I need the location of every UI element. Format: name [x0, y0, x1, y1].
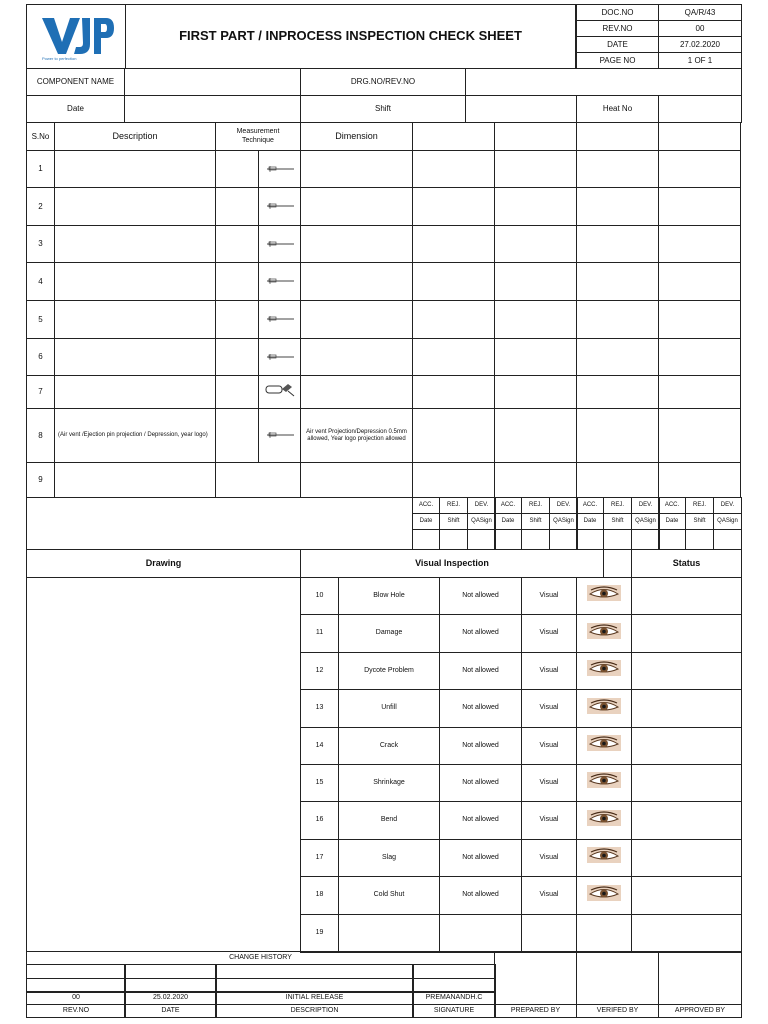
- meta-label: DATE: [576, 36, 659, 53]
- status-top-label: REJ.: [685, 497, 714, 514]
- status-entry[interactable]: [631, 876, 742, 915]
- caliper-icon: [265, 160, 295, 178]
- tool-cell: [258, 408, 301, 463]
- page-title: FIRST PART / INPROCESS INSPECTION CHECK SHEET: [125, 4, 576, 69]
- measurement-cell[interactable]: [412, 225, 495, 263]
- eye-icon: [587, 847, 621, 868]
- measurement-cell[interactable]: [576, 300, 659, 339]
- status-entry[interactable]: [576, 529, 604, 550]
- defect-criteria: Not allowed: [439, 727, 522, 765]
- dimension-cell[interactable]: [300, 300, 413, 339]
- sno-cell: 7: [26, 375, 55, 409]
- status-entry[interactable]: [467, 529, 496, 550]
- technique-spacer: [215, 338, 259, 376]
- defect-method: Visual: [521, 689, 577, 728]
- defect-method: Visual: [521, 876, 577, 915]
- defect-number: 17: [300, 839, 339, 877]
- measurement-cell[interactable]: [412, 187, 495, 226]
- status-entry[interactable]: [631, 914, 742, 953]
- measurement-cell[interactable]: [658, 225, 741, 263]
- measurement-cell[interactable]: [576, 408, 659, 463]
- measurement-cell[interactable]: [576, 150, 659, 188]
- measurement-cell[interactable]: [576, 187, 659, 226]
- status-entry[interactable]: [603, 529, 632, 550]
- description-cell[interactable]: (Air vent /Ejection pin projection / Depression, year logo): [54, 408, 216, 463]
- history-label-rev: REV.NO: [26, 1004, 126, 1018]
- meta-label: PAGE NO: [576, 52, 659, 69]
- history-blank-cell[interactable]: [26, 964, 126, 979]
- measurement-cell[interactable]: [494, 338, 577, 376]
- measurement-cell[interactable]: [494, 300, 577, 339]
- eye-cell: [576, 614, 632, 653]
- tool-cell: [258, 375, 301, 409]
- visual-inspection-header: Visual Inspection: [300, 549, 604, 578]
- status-entry[interactable]: [713, 529, 742, 550]
- status-bottom-label: Date: [658, 513, 686, 530]
- history-blank-cell[interactable]: [412, 964, 496, 979]
- meta-label: REV.NO: [576, 20, 659, 37]
- history-entry-signature: PREMANANDH.C: [412, 991, 496, 1005]
- defect-method: Visual: [521, 652, 577, 690]
- eye-cell: [576, 727, 632, 765]
- status-top-label: REJ.: [521, 497, 550, 514]
- dimension-cell[interactable]: [300, 462, 413, 498]
- dimension-cell[interactable]: [300, 262, 413, 301]
- history-blank-cell[interactable]: [124, 964, 217, 979]
- defect-method: Visual: [521, 801, 577, 840]
- status-top-label: ACC.: [576, 497, 604, 514]
- sno-cell: 1: [26, 150, 55, 188]
- measurement-cell[interactable]: [658, 462, 741, 498]
- status-bottom-label: Shift: [521, 513, 550, 530]
- defect-method: Visual: [521, 614, 577, 653]
- eye-cell: [576, 839, 632, 877]
- defect-name: Cold Shut: [338, 876, 440, 915]
- status-top-label: ACC.: [658, 497, 686, 514]
- technique-spacer: [215, 375, 259, 409]
- vjp-logo-icon: [36, 12, 116, 62]
- measurement-cell[interactable]: [576, 462, 659, 498]
- eye-icon: [587, 772, 621, 793]
- defect-name: Blow Hole: [338, 577, 440, 615]
- defect-criteria: Not allowed: [439, 764, 522, 802]
- status-entry[interactable]: [631, 577, 742, 615]
- tool-cell: [258, 262, 301, 301]
- technique-spacer: [215, 408, 259, 463]
- defect-name: Crack: [338, 727, 440, 765]
- prepared-by-label: PREPARED BY: [494, 1004, 577, 1018]
- shift-field[interactable]: [465, 95, 577, 123]
- measurement-cell[interactable]: [412, 300, 495, 339]
- verified-sign-area[interactable]: [576, 951, 659, 1005]
- eye-icon: [587, 885, 621, 906]
- change-history-title: CHANGE HISTORY: [26, 951, 495, 965]
- status-entry[interactable]: [631, 652, 742, 690]
- drawing-header: Drawing: [26, 549, 301, 578]
- status-entry[interactable]: [494, 529, 522, 550]
- status-entry[interactable]: [631, 839, 742, 877]
- heat-no-label: Heat No: [576, 95, 659, 123]
- history-label-description: DESCRIPTION: [215, 1004, 414, 1018]
- eye-cell: [576, 689, 632, 728]
- technique-spacer: [215, 150, 259, 188]
- dimension-cell[interactable]: [300, 150, 413, 188]
- dimension-header: Dimension: [300, 122, 413, 151]
- defect-criteria: Not allowed: [439, 801, 522, 840]
- eye-cell: [576, 801, 632, 840]
- description-cell[interactable]: [54, 338, 216, 376]
- measurement-cell[interactable]: [494, 150, 577, 188]
- meta-label: DOC.NO: [576, 4, 659, 21]
- measurement-cell[interactable]: [576, 338, 659, 376]
- measurement-cell[interactable]: [412, 150, 495, 188]
- svg-text:Power to perfection: Power to perfection: [42, 55, 77, 61]
- technique-spacer: [215, 187, 259, 226]
- status-entry[interactable]: [549, 529, 578, 550]
- dimension-cell[interactable]: Air vent Projection/Depression 0.5mm allowed, Year logo projection allowed: [300, 408, 413, 463]
- eye-icon: [587, 810, 621, 831]
- status-bottom-label: QASign: [713, 513, 742, 530]
- status-spacer: [603, 549, 632, 578]
- defect-method: [521, 914, 577, 953]
- status-top-label: ACC.: [494, 497, 522, 514]
- defect-criteria: Not allowed: [439, 689, 522, 728]
- status-bottom-label: Shift: [603, 513, 632, 530]
- measurement-cell[interactable]: [412, 338, 495, 376]
- eye-icon: [587, 585, 621, 606]
- defect-name: Dycote Problem: [338, 652, 440, 690]
- eye-icon: [587, 735, 621, 756]
- status-entry[interactable]: [412, 529, 440, 550]
- status-bottom-label: Shift: [439, 513, 468, 530]
- dimension-cell[interactable]: [300, 338, 413, 376]
- status-bottom-label: Date: [412, 513, 440, 530]
- defect-criteria: Not allowed: [439, 652, 522, 690]
- tool-cell: [258, 225, 301, 263]
- measurement-cell[interactable]: [494, 225, 577, 263]
- measurement-cell[interactable]: [412, 375, 495, 409]
- eye-cell: [576, 764, 632, 802]
- measurement-cell[interactable]: [412, 462, 495, 498]
- description-cell[interactable]: [54, 225, 216, 263]
- description-header: Description: [54, 122, 216, 151]
- measurement-cell[interactable]: [494, 262, 577, 301]
- description-cell[interactable]: [54, 262, 216, 301]
- measurement-cell[interactable]: [494, 408, 577, 463]
- heat-no-field[interactable]: [658, 95, 742, 123]
- description-cell[interactable]: [54, 375, 216, 409]
- status-bottom-label: Date: [576, 513, 604, 530]
- status-entry[interactable]: [631, 764, 742, 802]
- eye-cell: [576, 652, 632, 690]
- prepared-sign-area[interactable]: [494, 951, 577, 1005]
- measurement-cell[interactable]: [658, 408, 741, 463]
- history-entry-date: 25.02.2020: [124, 991, 217, 1005]
- sno-cell: 5: [26, 300, 55, 339]
- description-cell[interactable]: [54, 187, 216, 226]
- measurement-cell[interactable]: [658, 338, 741, 376]
- defect-method: Visual: [521, 727, 577, 765]
- status-top-label: DEV.: [467, 497, 496, 514]
- defect-name: Unfill: [338, 689, 440, 728]
- measurement-cell[interactable]: [658, 300, 741, 339]
- sno-cell: 8: [26, 408, 55, 463]
- history-label-date: DATE: [124, 1004, 217, 1018]
- status-entry[interactable]: [685, 529, 714, 550]
- technique-spacer: [215, 225, 259, 263]
- status-entry[interactable]: [631, 689, 742, 728]
- meta-value: QA/R/43: [658, 4, 742, 21]
- status-top-label: DEV.: [549, 497, 578, 514]
- data-column-header: [494, 122, 577, 151]
- tool-cell: [258, 300, 301, 339]
- dimension-cell[interactable]: [300, 225, 413, 263]
- measurement-cell[interactable]: [658, 150, 741, 188]
- caliper-icon: [265, 348, 295, 366]
- history-label-signature: SIGNATURE: [412, 1004, 496, 1018]
- date-label: Date: [26, 95, 125, 123]
- status-entry[interactable]: [658, 529, 686, 550]
- defect-number: 14: [300, 727, 339, 765]
- data-column-header: [576, 122, 659, 151]
- status-bottom-label: QASign: [467, 513, 496, 530]
- history-blank-cell[interactable]: [215, 964, 414, 979]
- caliper-icon: [265, 426, 295, 444]
- technique-cell: [215, 462, 301, 498]
- status-bottom-label: QASign: [549, 513, 578, 530]
- defect-name: Bend: [338, 801, 440, 840]
- defect-criteria: [439, 914, 522, 953]
- measurement-cell[interactable]: [658, 262, 741, 301]
- measurement-cell[interactable]: [412, 408, 495, 463]
- tool-cell: [258, 150, 301, 188]
- caliper-icon: [265, 272, 295, 290]
- drg-no-label: DRG.NO/REV.NO: [300, 68, 466, 96]
- sno-cell: 2: [26, 187, 55, 226]
- eye-cell: [576, 577, 632, 615]
- status-blank: [26, 497, 413, 550]
- approved-sign-area[interactable]: [658, 951, 742, 1005]
- date-field[interactable]: [124, 95, 301, 123]
- status-top-label: REJ.: [439, 497, 468, 514]
- defect-criteria: Not allowed: [439, 577, 522, 615]
- technique-spacer: [215, 300, 259, 339]
- defect-criteria: Not allowed: [439, 839, 522, 877]
- tool-cell: [258, 338, 301, 376]
- caliper-icon: [265, 235, 295, 253]
- status-entry[interactable]: [631, 529, 660, 550]
- defect-criteria: Not allowed: [439, 876, 522, 915]
- status-entry[interactable]: [631, 614, 742, 653]
- meta-value: 27.02.2020: [658, 36, 742, 53]
- defect-number: 13: [300, 689, 339, 728]
- defect-method: Visual: [521, 839, 577, 877]
- eye-icon: [587, 623, 621, 644]
- defect-number: 15: [300, 764, 339, 802]
- tool-cell: [258, 187, 301, 226]
- caliper-icon: [265, 197, 295, 215]
- drawing-area[interactable]: [26, 577, 301, 952]
- sno-cell: 9: [26, 462, 55, 498]
- defect-number: 19: [300, 914, 339, 953]
- status-top-label: ACC.: [412, 497, 440, 514]
- measurement-cell[interactable]: [412, 262, 495, 301]
- meta-value: 00: [658, 20, 742, 37]
- defect-name: Slag: [338, 839, 440, 877]
- dimension-cell[interactable]: [300, 375, 413, 409]
- measurement-cell[interactable]: [494, 187, 577, 226]
- component-name-label: COMPONENT NAME: [26, 68, 125, 96]
- defect-number: 16: [300, 801, 339, 840]
- history-entry-rev: 00: [26, 991, 126, 1005]
- defect-criteria: Not allowed: [439, 614, 522, 653]
- sno-cell: 3: [26, 225, 55, 263]
- eye-icon: [587, 698, 621, 719]
- status-entry[interactable]: [631, 801, 742, 840]
- caliper-icon: [265, 310, 295, 328]
- status-header: Status: [631, 549, 742, 578]
- dimension-cell[interactable]: [300, 187, 413, 226]
- component-name-field[interactable]: [124, 68, 301, 96]
- meta-value: 1 OF 1: [658, 52, 742, 69]
- status-entry[interactable]: [631, 727, 742, 765]
- defect-method: Visual: [521, 764, 577, 802]
- approved-by-label: APPROVED BY: [658, 1004, 742, 1018]
- measurement-cell[interactable]: [576, 225, 659, 263]
- status-top-label: DEV.: [713, 497, 742, 514]
- status-bottom-label: Date: [494, 513, 522, 530]
- defect-name: Shrinkage: [338, 764, 440, 802]
- technique-spacer: [215, 262, 259, 301]
- history-entry-description: INITIAL RELEASE: [215, 991, 414, 1005]
- eye-icon: [587, 660, 621, 681]
- shift-label: Shift: [300, 95, 466, 123]
- status-top-label: DEV.: [631, 497, 660, 514]
- defect-number: 11: [300, 614, 339, 653]
- data-column-header: [412, 122, 495, 151]
- status-bottom-label: Shift: [685, 513, 714, 530]
- status-entry[interactable]: [521, 529, 550, 550]
- drg-no-field[interactable]: [465, 68, 742, 96]
- description-cell[interactable]: [54, 462, 216, 498]
- defect-method: Visual: [521, 577, 577, 615]
- sno-cell: 6: [26, 338, 55, 376]
- defect-number: 12: [300, 652, 339, 690]
- description-cell[interactable]: [54, 150, 216, 188]
- measurement-cell[interactable]: [494, 462, 577, 498]
- eye-cell: [576, 876, 632, 915]
- data-column-header: [658, 122, 741, 151]
- sno-cell: 4: [26, 262, 55, 301]
- defect-name: Damage: [338, 614, 440, 653]
- company-logo: [26, 4, 126, 69]
- measurement-cell[interactable]: [494, 375, 577, 409]
- sno-header: S.No: [26, 122, 55, 151]
- verified-by-label: VERIFED BY: [576, 1004, 659, 1018]
- eye-cell: [576, 914, 632, 953]
- micrometer-icon: [264, 381, 296, 402]
- defect-number: 10: [300, 577, 339, 615]
- status-bottom-label: QASign: [631, 513, 660, 530]
- defect-number: 18: [300, 876, 339, 915]
- defect-name: [338, 914, 440, 953]
- measurement-cell[interactable]: [658, 375, 741, 409]
- technique-header: Measurement Technique: [215, 122, 301, 151]
- status-top-label: REJ.: [603, 497, 632, 514]
- description-cell[interactable]: [54, 300, 216, 339]
- measurement-cell[interactable]: [576, 262, 659, 301]
- measurement-cell[interactable]: [576, 375, 659, 409]
- measurement-cell[interactable]: [658, 187, 741, 226]
- status-entry[interactable]: [439, 529, 468, 550]
